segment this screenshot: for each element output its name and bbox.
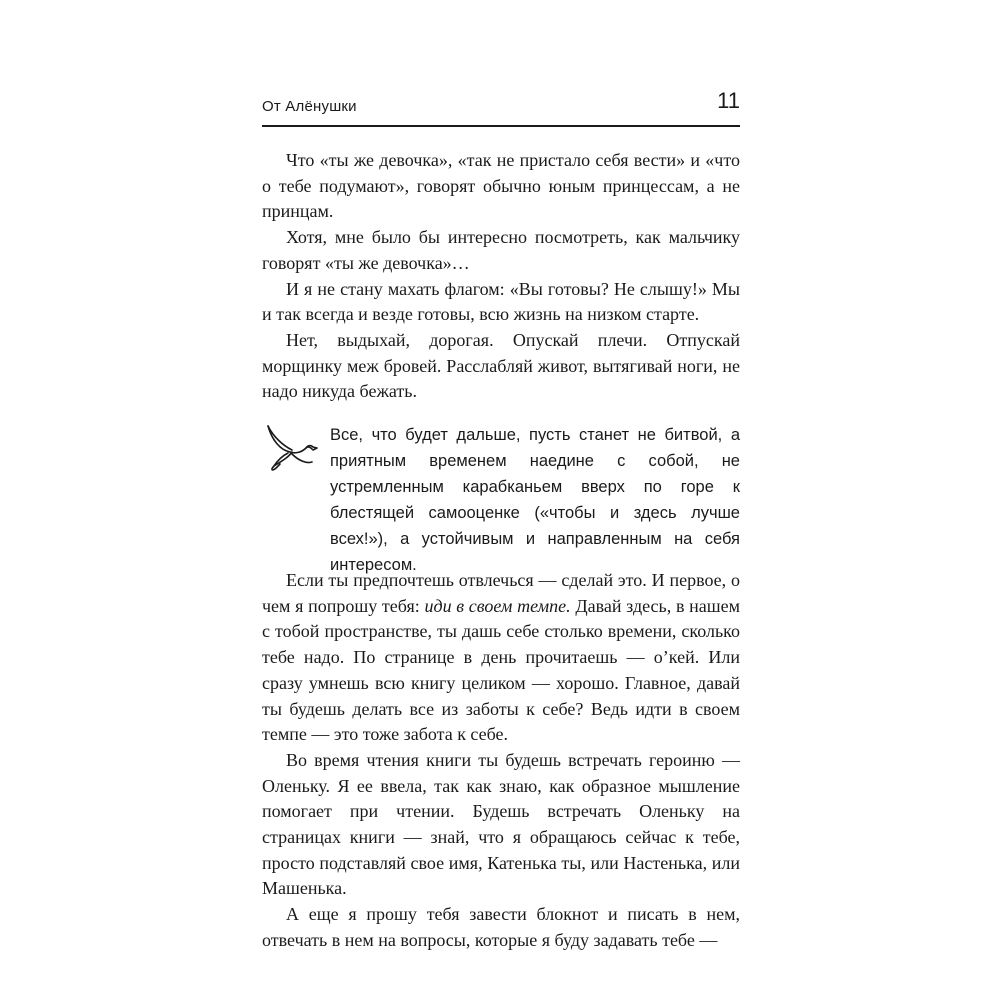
paragraph: Во время чтения книги ты будешь встречать героиню — Оленьку. Я ее ввела, так как знаю, как образное мышление помогает при чтении. Будешь встречать Оленьку на страницах книги — знай, что я обращаюсь сейчас к тебе, просто подставляй свое имя, Катенька ты, или Настенька, или Машенька. — [262, 749, 740, 899]
callout-text: Все, что будет дальше, пусть станет не битвой, а приятным временем наедине с собой, не устремленным карабканьем вверх по горе к блестящей самооценке («чтобы и здесь лучше всех!»), а устойчивым и направленным на себя интересом. — [330, 426, 740, 574]
italic-phrase: иди в своем темпе. — [424, 595, 571, 616]
running-title: От Алёнушки — [262, 98, 357, 115]
paragraph: И я не стану махать флагом: «Вы готовы? Не слышу!» Мы и так всегда и везде готовы, всю жизнь на низком старте. — [262, 278, 740, 325]
page-number: 11 — [717, 88, 740, 113]
paragraph: А еще я прошу тебя завести блокнот и писать в нем, отвечать в нем на вопросы, которые я буду задавать тебе — — [262, 904, 740, 950]
header-rule — [262, 125, 740, 127]
paragraph-text: Давай здесь, в нашем с тобой пространстве, ты дашь себе столько времени, сколько тебе надо. По странице в день прочитаешь — о’кей. Или сразу умнешь всю книгу целиком — хорошо. Главное, давай ты будешь делать все из заботы к себе? Ведь идти в своем темпе — это тоже забота к себе. — [262, 595, 741, 745]
callout-box — [262, 420, 740, 574]
paragraph: Нет, выдыхай, дорогая. Опускай плечи. Отпускай морщинку меж бровей. Расслабляй живот, вытягивай ноги, не надо никуда бежать. — [262, 329, 740, 402]
body-section-1 — [262, 148, 740, 405]
page-header — [262, 86, 740, 126]
paragraph — [262, 568, 740, 748]
bird-icon — [262, 420, 322, 480]
paragraph: Хотя, мне было бы интересно посмотреть, как мальчику говорят «ты же девочка»… — [262, 227, 740, 273]
body-section-2 — [262, 568, 740, 954]
paragraph: Что «ты же девочка», «так не пристало себя вести» и «что о тебе подумают», говорят обычно юным принцессам, а не принцам. — [262, 150, 740, 222]
paragraph-text: Если ты предпочтешь отвлечься — сделай это. И первое, о чем я попрошу тебя: — [262, 570, 740, 616]
